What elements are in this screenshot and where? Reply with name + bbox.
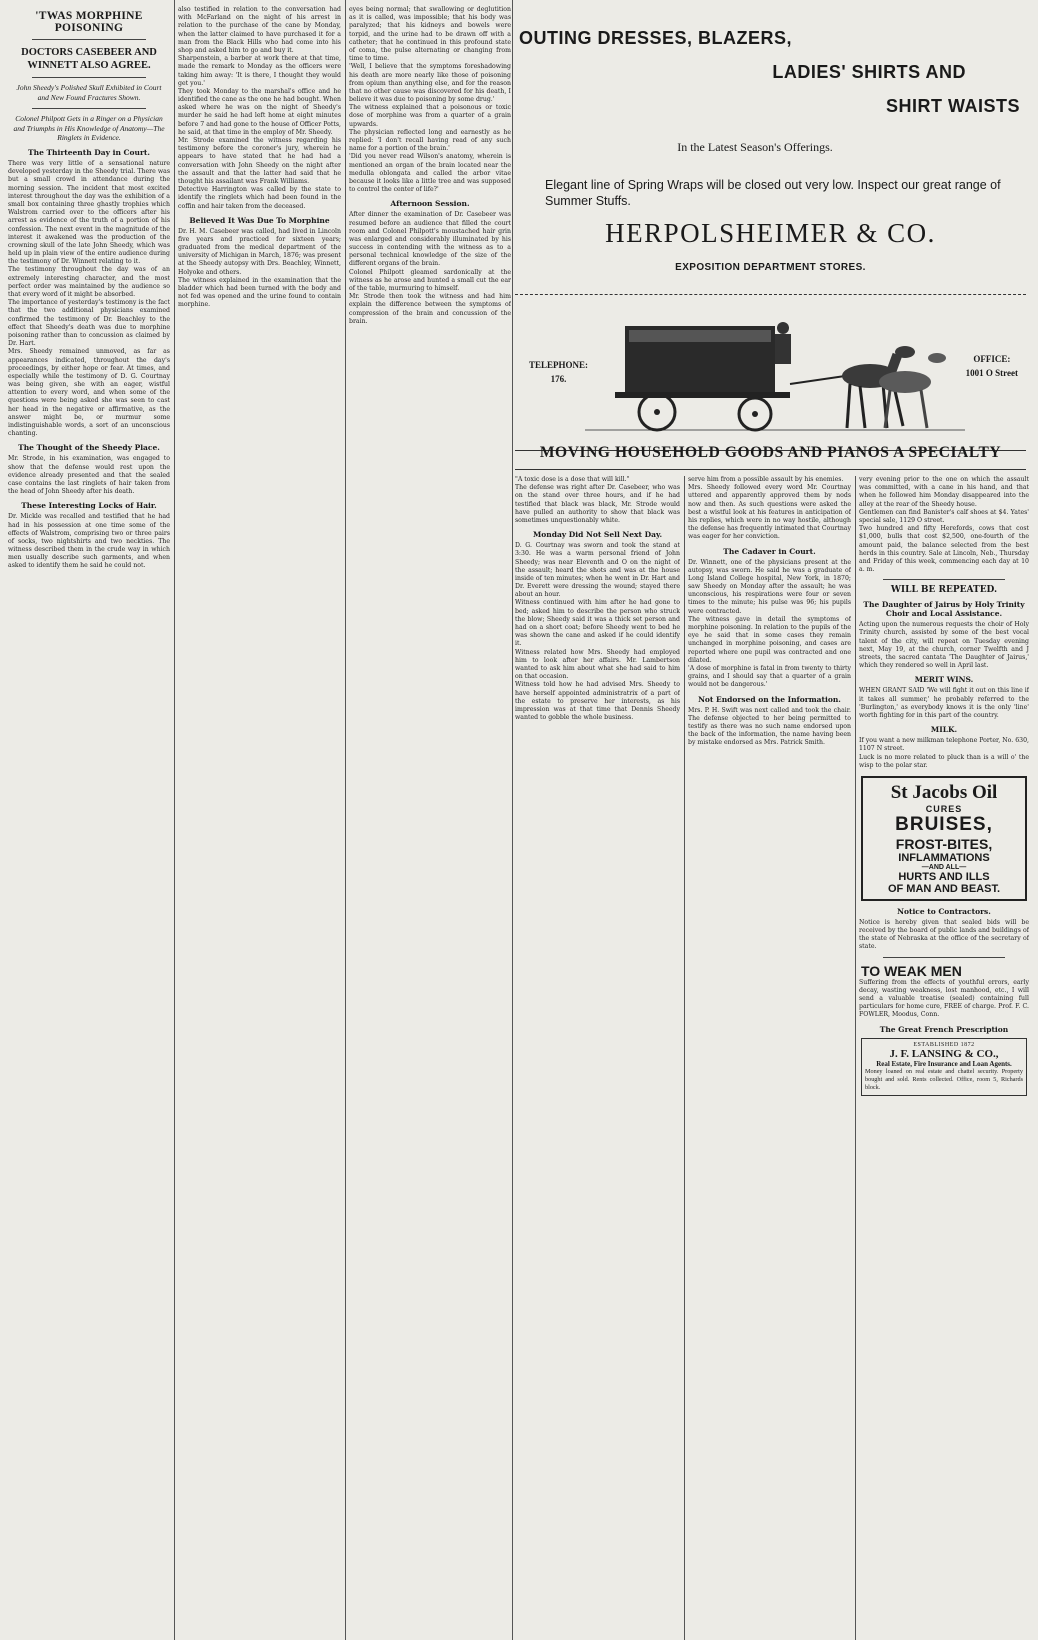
article-paragraph: 'A dose of morphine is fatal in from twenty to thirty grains, and I should say that a quarter of a grain would not be dangerous.' — [688, 664, 851, 689]
article-paragraph: There was very little of a sensational nature developed yesterday in the Sheedy trial. There was but a small crowd in attendance during the morning session. The incident that most excited interest throughout the day was the exhibition of a small box containing three ghastly trophies which Walstrom carried over to the officers after his arrest as evidence of the truth of a portion of his confession. The next event in the magnitude of the interest it awakened was the production of the crowning skull of the late John Sheedy, which was held up in plain view of the entire audience during the testimony of Dr. Winnett relating to it. — [8, 160, 170, 266]
article-paragraph: Detective Harrington was called by the state to identify the ringlets which had been found in the coffin and hair taken from the deceased. — [178, 186, 341, 210]
article-paragraph: "A toxic dose is a dose that will kill." — [515, 476, 630, 483]
column-rule — [684, 476, 685, 1640]
subheading: MERIT WINS. — [914, 675, 974, 685]
st-jacobs-oil-advertisement — [861, 776, 1027, 901]
subheading: The Cadaver in Court. — [723, 546, 816, 556]
divider — [32, 77, 146, 78]
article-paragraph: After dinner the examination of Dr. Casebeer was resumed before an audience that filled the court room and Colonel Philpott's moustached hair grin was enlarged and considerably illuminated by his success in contending with the witness as to a personal technical knowledge of the size of the different organs of the brain. — [349, 211, 511, 268]
subheading: Notice to Contractors. — [897, 906, 991, 916]
article-column-3 — [349, 6, 511, 1632]
telephone-number: 176. — [550, 374, 567, 385]
article-paragraph: 'Well, I believe that the symptoms foreshadowing his death are more nearly like those of poisoning from opium than anything else, and for the reason that no other cause was discovered for his death, I believe it was due to poisoning by some drug.' — [349, 63, 511, 104]
moving-banner: MOVING HOUSEHOLD GOODS AND PIANOS A SPECIALTY — [539, 444, 1002, 461]
ad-tagline: In the Latest Season's Offerings. — [677, 140, 833, 154]
column-rule — [345, 0, 346, 1640]
article-paragraph: Witness related how Mrs. Sheedy had employed him to look after her affairs. Mr. Lambertson wanted to ask him about what she had said to him on that occasion. — [515, 648, 680, 681]
article-paragraph: Dr. H. M. Casebeer was called, had lived in Lincoln five years and practiced for sixteen years; graduated from the medical department of the university of Michigan in March, 1876; was present at the Sheedy autopsy with Drs. Beachley, Winnett, Holyoke and others. — [178, 227, 341, 276]
divider — [883, 579, 1005, 580]
article-paragraph: Mrs. P. H. Swift was next called and took the chair. The defense objected to her being permitted to testify as there was no such name endorsed upon the back of the information, the name having been by mistake endorsed as Mrs. Patrick Smith. — [688, 706, 851, 747]
article-paragraph: Mr. Strode examined the witness regarding his testimony before the coroner's jury, wherein he appears to have stated that he had had a conversation with John Sheedy on the night after the assault and that the latter had said that he thought his assailant was Frank Williams. — [178, 137, 341, 185]
article-column-6 — [859, 476, 1029, 1632]
article-headline: 'TWAS MORPHINE POISONING — [35, 10, 143, 34]
article-paragraph: Mrs. Sheedy followed every word Mr. Courtnay uttered and apparently approved them by nods now and then. As such questions were asked the best a wistful look at his features in anticipation of his replies, which were in no way hostile, although the defense has frequently intimated that Courtnay was eager for her conviction. — [688, 484, 851, 541]
article-paragraph: Acting upon the numerous requests the choir of Holy Trinity church, assisted by some of the best vocal talent of the city, will repeat on Tuesday evening next, May 19, at the church, corner Twelfth and J streets, the sacred cantata 'The Daughter of Jairus,' which they rendered so well in April last. — [859, 621, 1029, 670]
lansing-advertisement — [861, 1038, 1027, 1097]
article-paragraph: Sharpenstein, a barber at work there at that time, made the remark to Monday as the officers were taking him away: 'It is there, I thought they would get you.' — [178, 55, 341, 87]
article-paragraph: D. G. Courtnay was sworn and took the stand at 3:30. He was a warm personal friend of John Sheedy; was near Eleventh and O on the night of the assault; heard the shots and was at the house inside of ten minutes; when he went in Dr. Hart and Dr. Everett were dressing the wound; stayed there about an hour. — [515, 542, 680, 599]
ad-line: LADIES' SHIRTS AND — [772, 62, 966, 82]
article-paragraph: If you want a new milkman telephone Porter, No. 630, 1107 N street. — [859, 737, 1029, 753]
article-paragraph: Notice is hereby given that sealed bids will be received by the board of public lands and buildings of the state of Nebraska at the office of the secretary of state. — [859, 918, 1029, 951]
subheading: The Great French Prescription — [879, 1024, 1009, 1034]
article-paragraph: 'Did you never read Wilson's anatomy, wherein is mentioned an organ of the brain located near the medulla oblongata and called the arbor vitae because it looks like a little tree and was supposed to control the center of life?' — [349, 153, 511, 194]
subheading: Monday Did Not Sell Next Day. — [532, 530, 663, 540]
ad-body: Elegant line of Spring Wraps will be closed out very low. Inspect our great range of Summer Stuffs. — [545, 178, 1001, 208]
horse-wagon-illustration — [585, 304, 965, 444]
subheading: The Thought of the Sheedy Place. — [18, 443, 160, 453]
article-paragraph: WHEN GRANT SAID 'We will fight it out on this line if it takes all summer,' he probably referred to the 'Burlington,' as everybody knows it is the only 'line' worth fighting for in this part of the country. — [859, 687, 1029, 719]
article-paragraph: Suffering from the effects of youthful errors, early decay, wasting weakness, lost manhood, etc., I will send a valuable treatise (sealed) containing full particulars for home cure, FREE of charge. Prof. F. C. FOWLER, Moodus, Conn. — [859, 978, 1029, 1019]
subheading: The Daughter of Jairus by Holy Trinity Choir and Local Assistance. — [863, 600, 1025, 619]
article-column-1 — [8, 6, 170, 1632]
subheading: The Thirteenth Day in Court. — [28, 148, 150, 157]
jacobs-line: FROST-BITES, — [895, 835, 993, 852]
article-paragraph: Dr. Mickle was recalled and testified that he had had in his possession at one time some of the effects of Walstrom, comprising two or three pairs of socks, two nightshirts and two neckties. The witness described them in the crude way in which men usually describe such garments, and when asked to identify them he said he could not. — [8, 513, 170, 570]
lansing-business: Real Estate, Fire Insurance and Loan Agents. — [876, 1059, 1012, 1068]
article-paragraph: The witness gave in detail the symptoms of morphine poisoning. In relation to the pupils of the eye he said that in some cases they remain unchanged in morphine poisoning, and cases are reported where one pupil was contracted and one dilated. — [688, 615, 851, 664]
telephone-block — [529, 358, 588, 387]
article-paragraph: Witness told how he had advised Mrs. Sheedy to have herself appointed administratrix of a part of the estate to preserve her interests, as his impression was at that time that Dennis Sheedy wanted to gobble the whole business. — [515, 681, 680, 722]
jacobs-line: HURTS AND ILLS — [898, 870, 990, 883]
article-paragraph: Colonel Philpott gleamed sardonically at the witness as he arose and hunted a small cut the ear of the table, murmuring to himself. — [349, 268, 511, 292]
article-paragraph: The importance of yesterday's testimony is the fact that the two additional physicians examined confirmed the testimony of Dr. Beachley to the effect that Sheedy's death was due to morphine poisoning rather than to concussion as claimed by Dr. Hart. — [8, 299, 170, 348]
article-paragraph: Money loaned on real estate and chattel security. Property bought and sold. Rents collected. Office, room 5, Richards block. — [865, 1067, 1023, 1091]
weak-men-title: TO WEAK MEN — [861, 962, 962, 979]
article-paragraph: They took Monday to the marshal's office and he identified the cane as the one he had bought. When asked where he was on the night of Sheedy's murder he said he had left home at eight minutes before 7 and had gone to the house of Officer Potts, he said, at that time in the employ of Mr. Sheedy. — [178, 87, 341, 136]
office-label: OFFICE: — [973, 354, 1011, 364]
article-column-2 — [178, 6, 341, 1632]
divider — [515, 294, 1026, 295]
article-paragraph: Luck is no more related to pluck than is a will o' the wisp to the polar star. — [859, 753, 1029, 769]
subheading: WILL BE REPEATED. — [890, 585, 998, 596]
column-rule — [174, 0, 175, 1640]
subheading: Not Endorsed on the Information. — [698, 694, 841, 704]
article-paragraph: Mr. Strode then took the witness and had him explain the difference between the symptoms of compression of the brain and concussion of the brain. — [349, 293, 511, 325]
article-deck: Colonel Philpott Gets in a Ringer on a Physician and Triumphs in His Knowledge of Anatomy—The Ringlets in Evidence. — [13, 113, 165, 143]
divider — [883, 957, 1005, 958]
herpolsheimer-advertisement — [515, 6, 1026, 470]
lansing-name: J. F. LANSING & CO., — [889, 1047, 999, 1060]
article-paragraph: Mrs. Sheedy remained unmoved, as far as appearances indicated, throughout the day's proceedings, by either hope or fear. At times, and especially while the testimony of D. G. Courtnay was being given, she with an eager, wistful attention to every word, and when some of the questions were being asked she was seen to cast her head in the negative or affirmative, as the answer might be, or murmur some indistinguishable words, a sort of an unconscious chanting. — [8, 348, 170, 438]
article-column-4 — [515, 476, 680, 1632]
column-rule — [512, 0, 513, 1640]
ad-line: SHIRT WAISTS — [885, 96, 1020, 116]
jacobs-line: BRUISES, — [895, 813, 993, 835]
ad-stores: EXPOSITION DEPARTMENT STORES. — [675, 262, 866, 273]
article-paragraph: Gentlemen can find Banister's calf shoes at $4. Yates' special sale, 1129 O street. — [859, 508, 1029, 524]
lansing-established: ESTABLISHED 1872 — [913, 1041, 975, 1048]
subheading: These Interesting Locks of Hair. — [21, 501, 157, 511]
article-paragraph: also testified in relation to the conversation had with McFarland on the night of his arrest in relation to the purchase of the cane by Monday, when the latter claimed to have purchased it for a man from the Black Hills who had come into his shop and asked him to go and buy it. — [178, 6, 341, 54]
subheading: MILK. — [930, 725, 958, 735]
article-deck: John Sheedy's Polished Skull Exhibited in Court and New Found Fractures Shown. — [16, 83, 162, 102]
article-paragraph: The physician reflected long and earnestly as he replied: 'I don't recall having read of any such name for a portion of the brain.' — [349, 128, 511, 153]
jacobs-line: CURES — [925, 803, 963, 814]
subheading: Afternoon Session. — [390, 199, 470, 209]
jacobs-line: INFLAMMATIONS — [898, 851, 990, 864]
subheading: Believed It Was Due To Morphine — [189, 215, 330, 225]
article-deck: DOCTORS CASEBEER AND WINNETT ALSO AGREE. — [21, 47, 157, 72]
jacobs-brand: St Jacobs Oil — [890, 781, 998, 803]
jacobs-line: —AND ALL— — [921, 863, 967, 871]
divider — [32, 108, 146, 109]
divider — [32, 39, 146, 40]
article-paragraph: The testimony throughout the day was of an extremely interesting character, and the most perfect order was maintained by the audience so that every word of it might be absorbed. — [8, 266, 170, 298]
column-rule — [855, 476, 856, 1640]
article-paragraph: Two hundred and fifty Herefords, cows that cost $1,000, bulls that cost $2,500, one-fourth of the amount paid, the balance selected from the best herds in this country. Sale at Lincoln, Neb., Thursday and Friday of this week, commencing each day at 10 a. m. — [859, 525, 1029, 574]
article-paragraph: The witness explained that a poisonous or toxic dose of morphine was from a quarter of a grain upwards. — [349, 104, 511, 128]
office-block — [966, 352, 1018, 381]
jacobs-line: OF MAN AND BEAST. — [887, 882, 1001, 895]
article-paragraph: Mr. Strode, in his examination, was engaged to show that the defense would rest upon the evidence already presented and that the sealed case contains the last ringlets of hair taken from the head of John Sheedy after his death. — [8, 455, 170, 496]
article-paragraph: very evening prior to the one on which the assault was committed, with a cane in his hand, and that when he followed him Monday disappeared into the alley at the rear of the Sheedy house. — [859, 476, 1029, 508]
article-paragraph: The defense was right after Dr. Casebeer, who was on the stand over three hours, and if he had testified that black was black, Mr. Strode would have pulled an authority to show that black was sometimes unquestionably white. — [515, 484, 680, 524]
ad-firm-name: HERPOLSHEIMER & CO. — [605, 218, 936, 248]
article-paragraph: Dr. Winnett, one of the physicians present at the autopsy, was sworn. He said he was a graduate of Long Island College hospital, New York, in 1870; saw Sheedy on Monday after the assault; he was unconscious, his respirations were four or seven times to the minute; his pulse was 96; his pupils were contracted. — [688, 558, 851, 615]
ad-line: OUTING DRESSES, BLAZERS, — [519, 28, 793, 48]
office-address: 1001 O Street — [965, 368, 1018, 379]
article-paragraph: eyes being normal; that swallowing or deglutition as it is called, was impossible; that his body was paralyzed; that his kidneys and bowels were torpid, and the urine had to be drawn off with a catheter; that he continued in this profound state of coma, the pulse alternating or changing from time to time. — [349, 6, 511, 63]
telephone-label: TELEPHONE: — [529, 360, 589, 370]
article-paragraph: serve him from a possible assault by his enemies. — [688, 476, 844, 483]
article-paragraph: Witness continued with him after he had gone to bed; asked him to describe the person who struck the blow; Sheedy said it was a thick set person and had on a short coat; before Sheedy went to bed he was shown the cane and asked if he could identify it. — [515, 599, 680, 648]
article-column-5 — [688, 476, 851, 1632]
article-paragraph: The witness explained in the examination that the bladder which had been turned with the body and not fed was opened and the urine found to contain morphine. — [178, 276, 341, 309]
